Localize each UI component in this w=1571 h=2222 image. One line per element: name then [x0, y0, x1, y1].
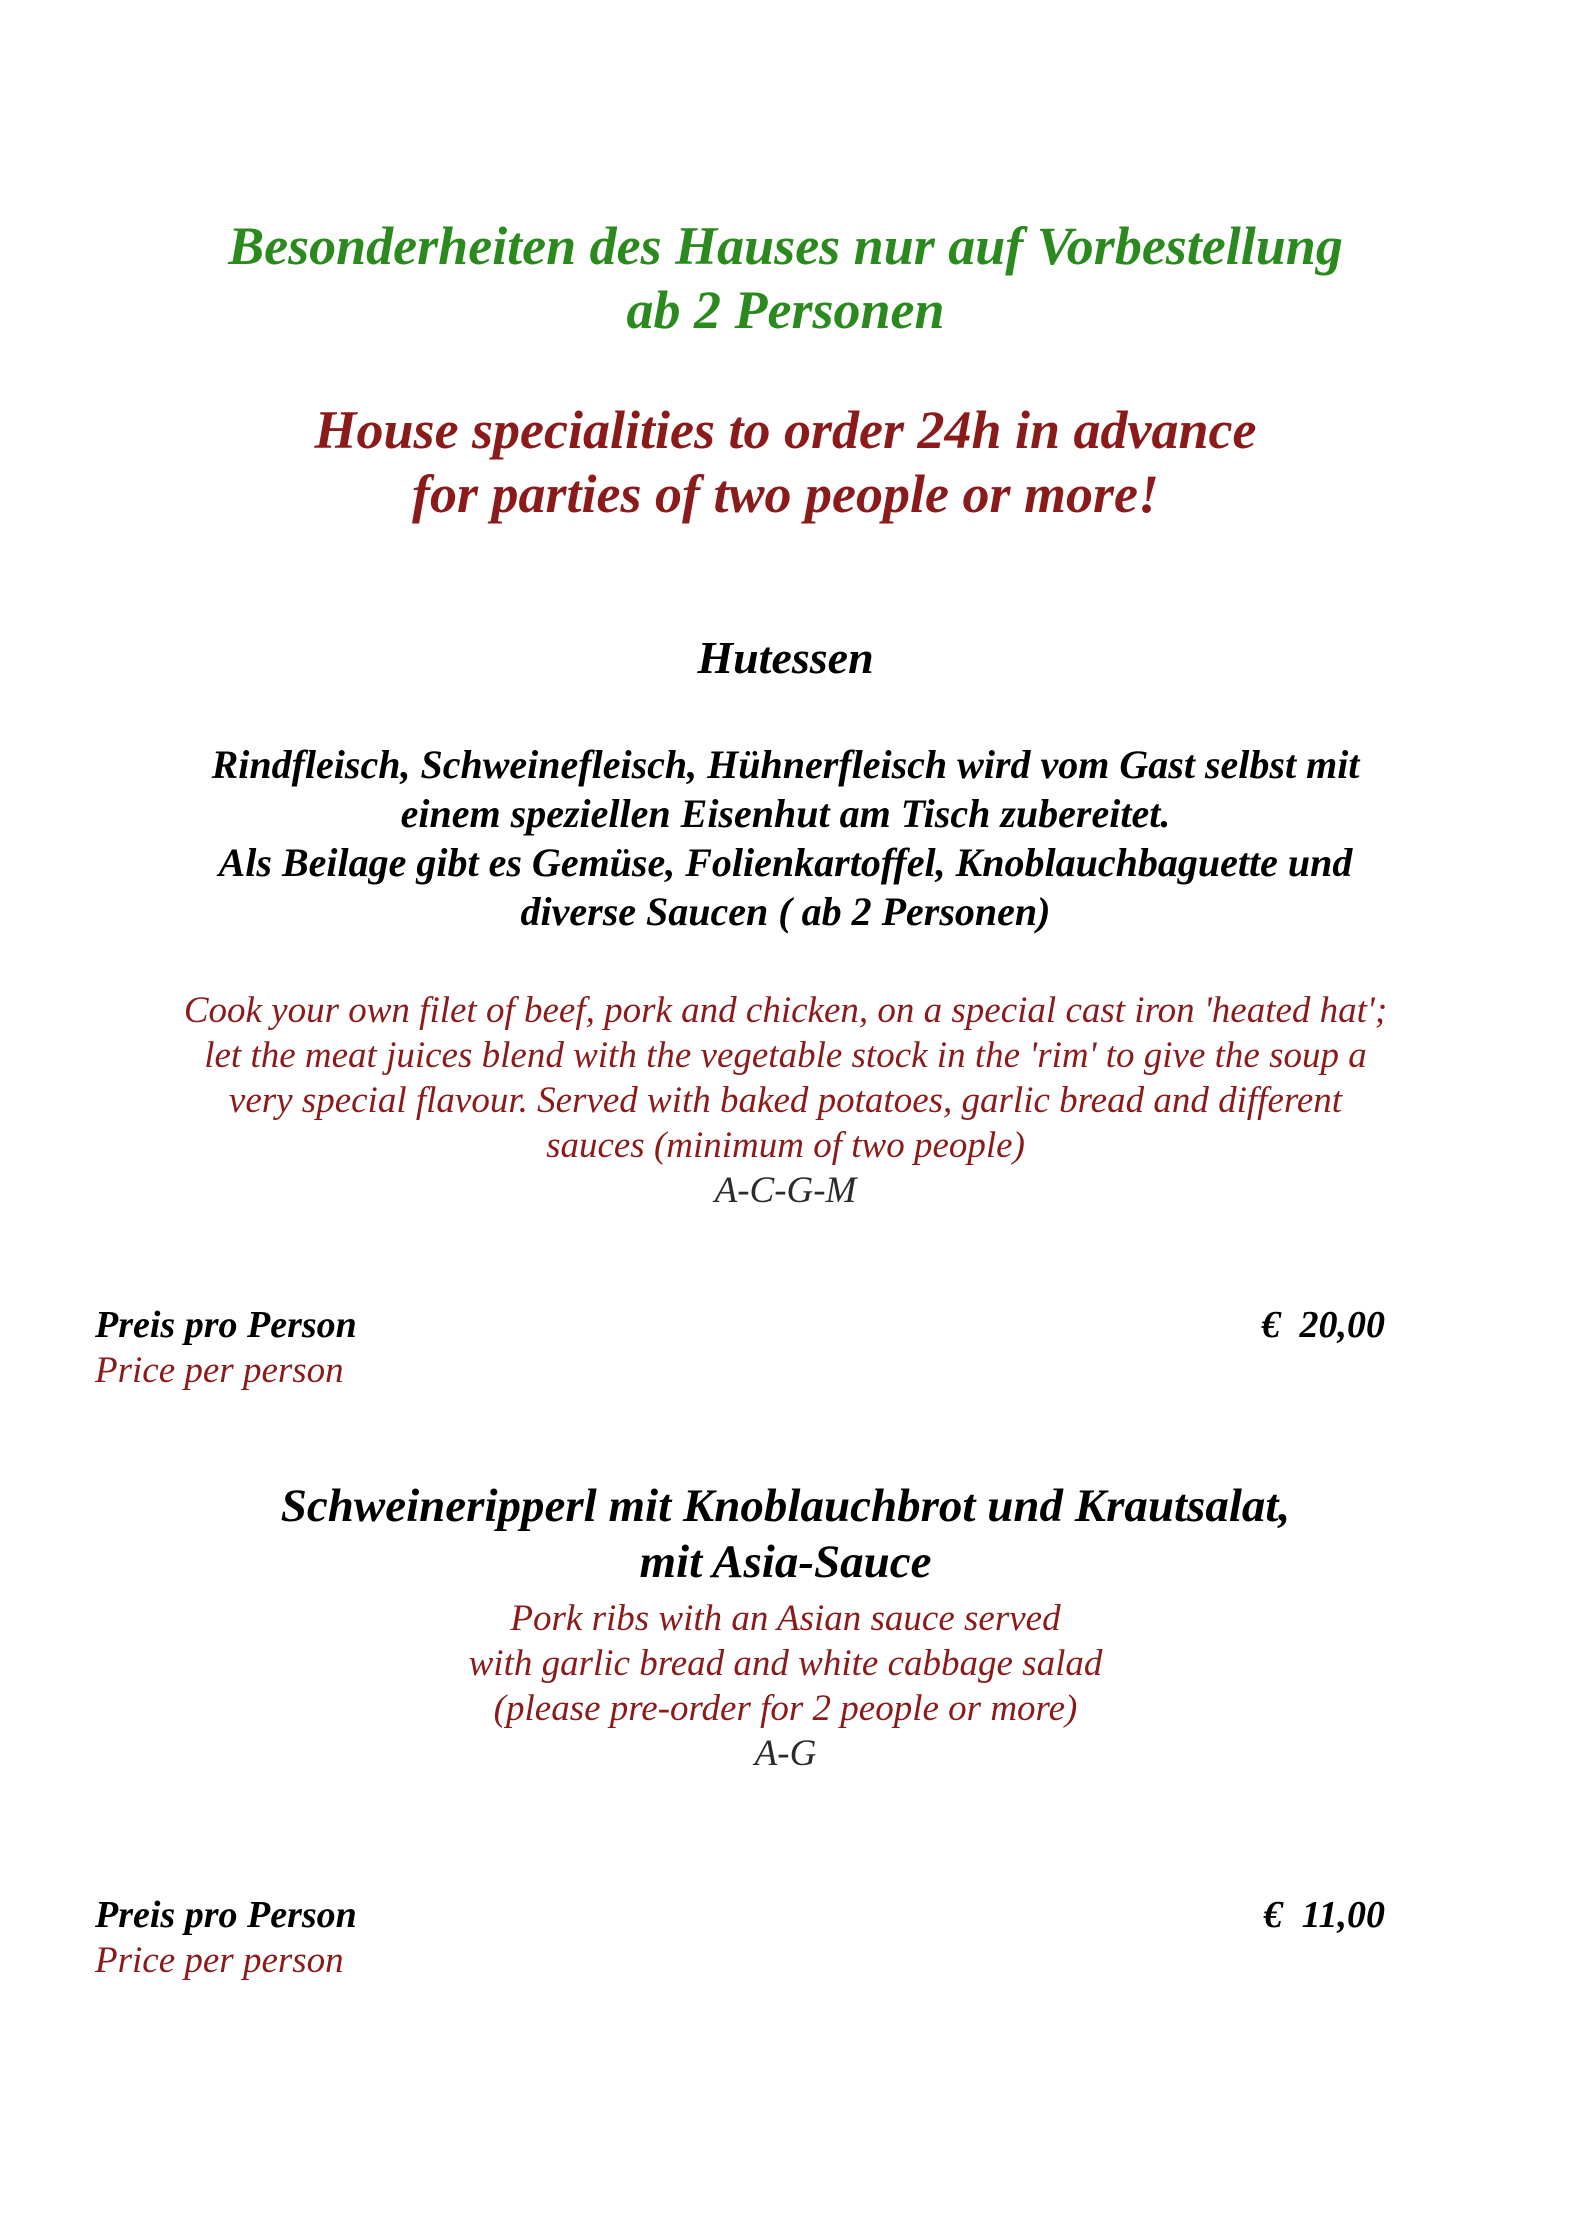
- dish1-german-line: einem speziellen Eisenhut am Tisch zubereitet.: [400, 791, 1171, 836]
- dish1-title: Hutessen: [697, 632, 874, 683]
- dish2-title-line-2: mit Asia-Sauce: [639, 1536, 932, 1588]
- dish2-description-english: [0, 1596, 1571, 1776]
- dish2-english-line: (please pre-order for 2 people or more): [493, 1688, 1078, 1729]
- dish2-english-line: Pork ribs with an Asian sauce served: [510, 1598, 1061, 1639]
- dish2-english-line: with garlic bread and white cabbage salad: [468, 1643, 1103, 1684]
- dish1-german-line: Als Beilage gibt es Gemüse, Folienkartoffel, Knoblauchbaguette und: [218, 840, 1353, 885]
- preorder-notice-german-line-2: ab 2 Personen: [626, 280, 945, 340]
- dish1-english-line: very special flavour. Served with baked potatoes, garlic bread and different: [228, 1080, 1343, 1121]
- preorder-notice-english-line-2: for parties of two people or more!: [412, 464, 1159, 524]
- dish1-description-german: [0, 740, 1571, 936]
- dish2-title-line-1: Schweineripperl mit Knoblauchbrot und Krautsalat,: [280, 1480, 1291, 1532]
- dish1-price: € 20,00: [1261, 1304, 1385, 1346]
- dish2-allergens: A-G: [754, 1733, 817, 1774]
- dish1-german-line: Rindfleisch, Schweinefleisch, Hühnerfleisch wird vom Gast selbst mit: [211, 742, 1360, 787]
- dish1-price-label: Preis pro Person: [95, 1304, 357, 1346]
- dish2-price-row: [95, 1892, 1385, 1984]
- dish1-allergens: A-C-G-M: [714, 1170, 857, 1211]
- dish1-german-line: diverse Saucen ( ab 2 Personen): [520, 889, 1051, 934]
- dish1-english-line: let the meat juices blend with the vegetable stock in the 'rim' to give the soup a: [204, 1035, 1367, 1076]
- preorder-notice-english-line-1: House specialities to order 24h in advance: [314, 400, 1257, 460]
- dish2-title: [0, 1478, 1571, 1590]
- dish1-description-english: [0, 988, 1571, 1213]
- dish1-english-line: sauces (minimum of two people): [546, 1125, 1025, 1166]
- dish2-price-label: Preis pro Person: [95, 1894, 357, 1936]
- dish1-price-label-english: Price per person: [95, 1350, 344, 1391]
- dish2-price: € 11,00: [1263, 1894, 1385, 1936]
- dish1-price-row: [95, 1302, 1385, 1394]
- dish2-price-label-english: Price per person: [95, 1940, 344, 1981]
- preorder-notice-english: [0, 398, 1571, 526]
- preorder-notice-german: [0, 214, 1571, 342]
- dish1-english-line: Cook your own filet of beef, pork and chicken, on a special cast iron 'heated hat';: [183, 990, 1388, 1031]
- preorder-notice-german-line-1: Besonderheiten des Hauses nur auf Vorbestellung: [228, 216, 1343, 276]
